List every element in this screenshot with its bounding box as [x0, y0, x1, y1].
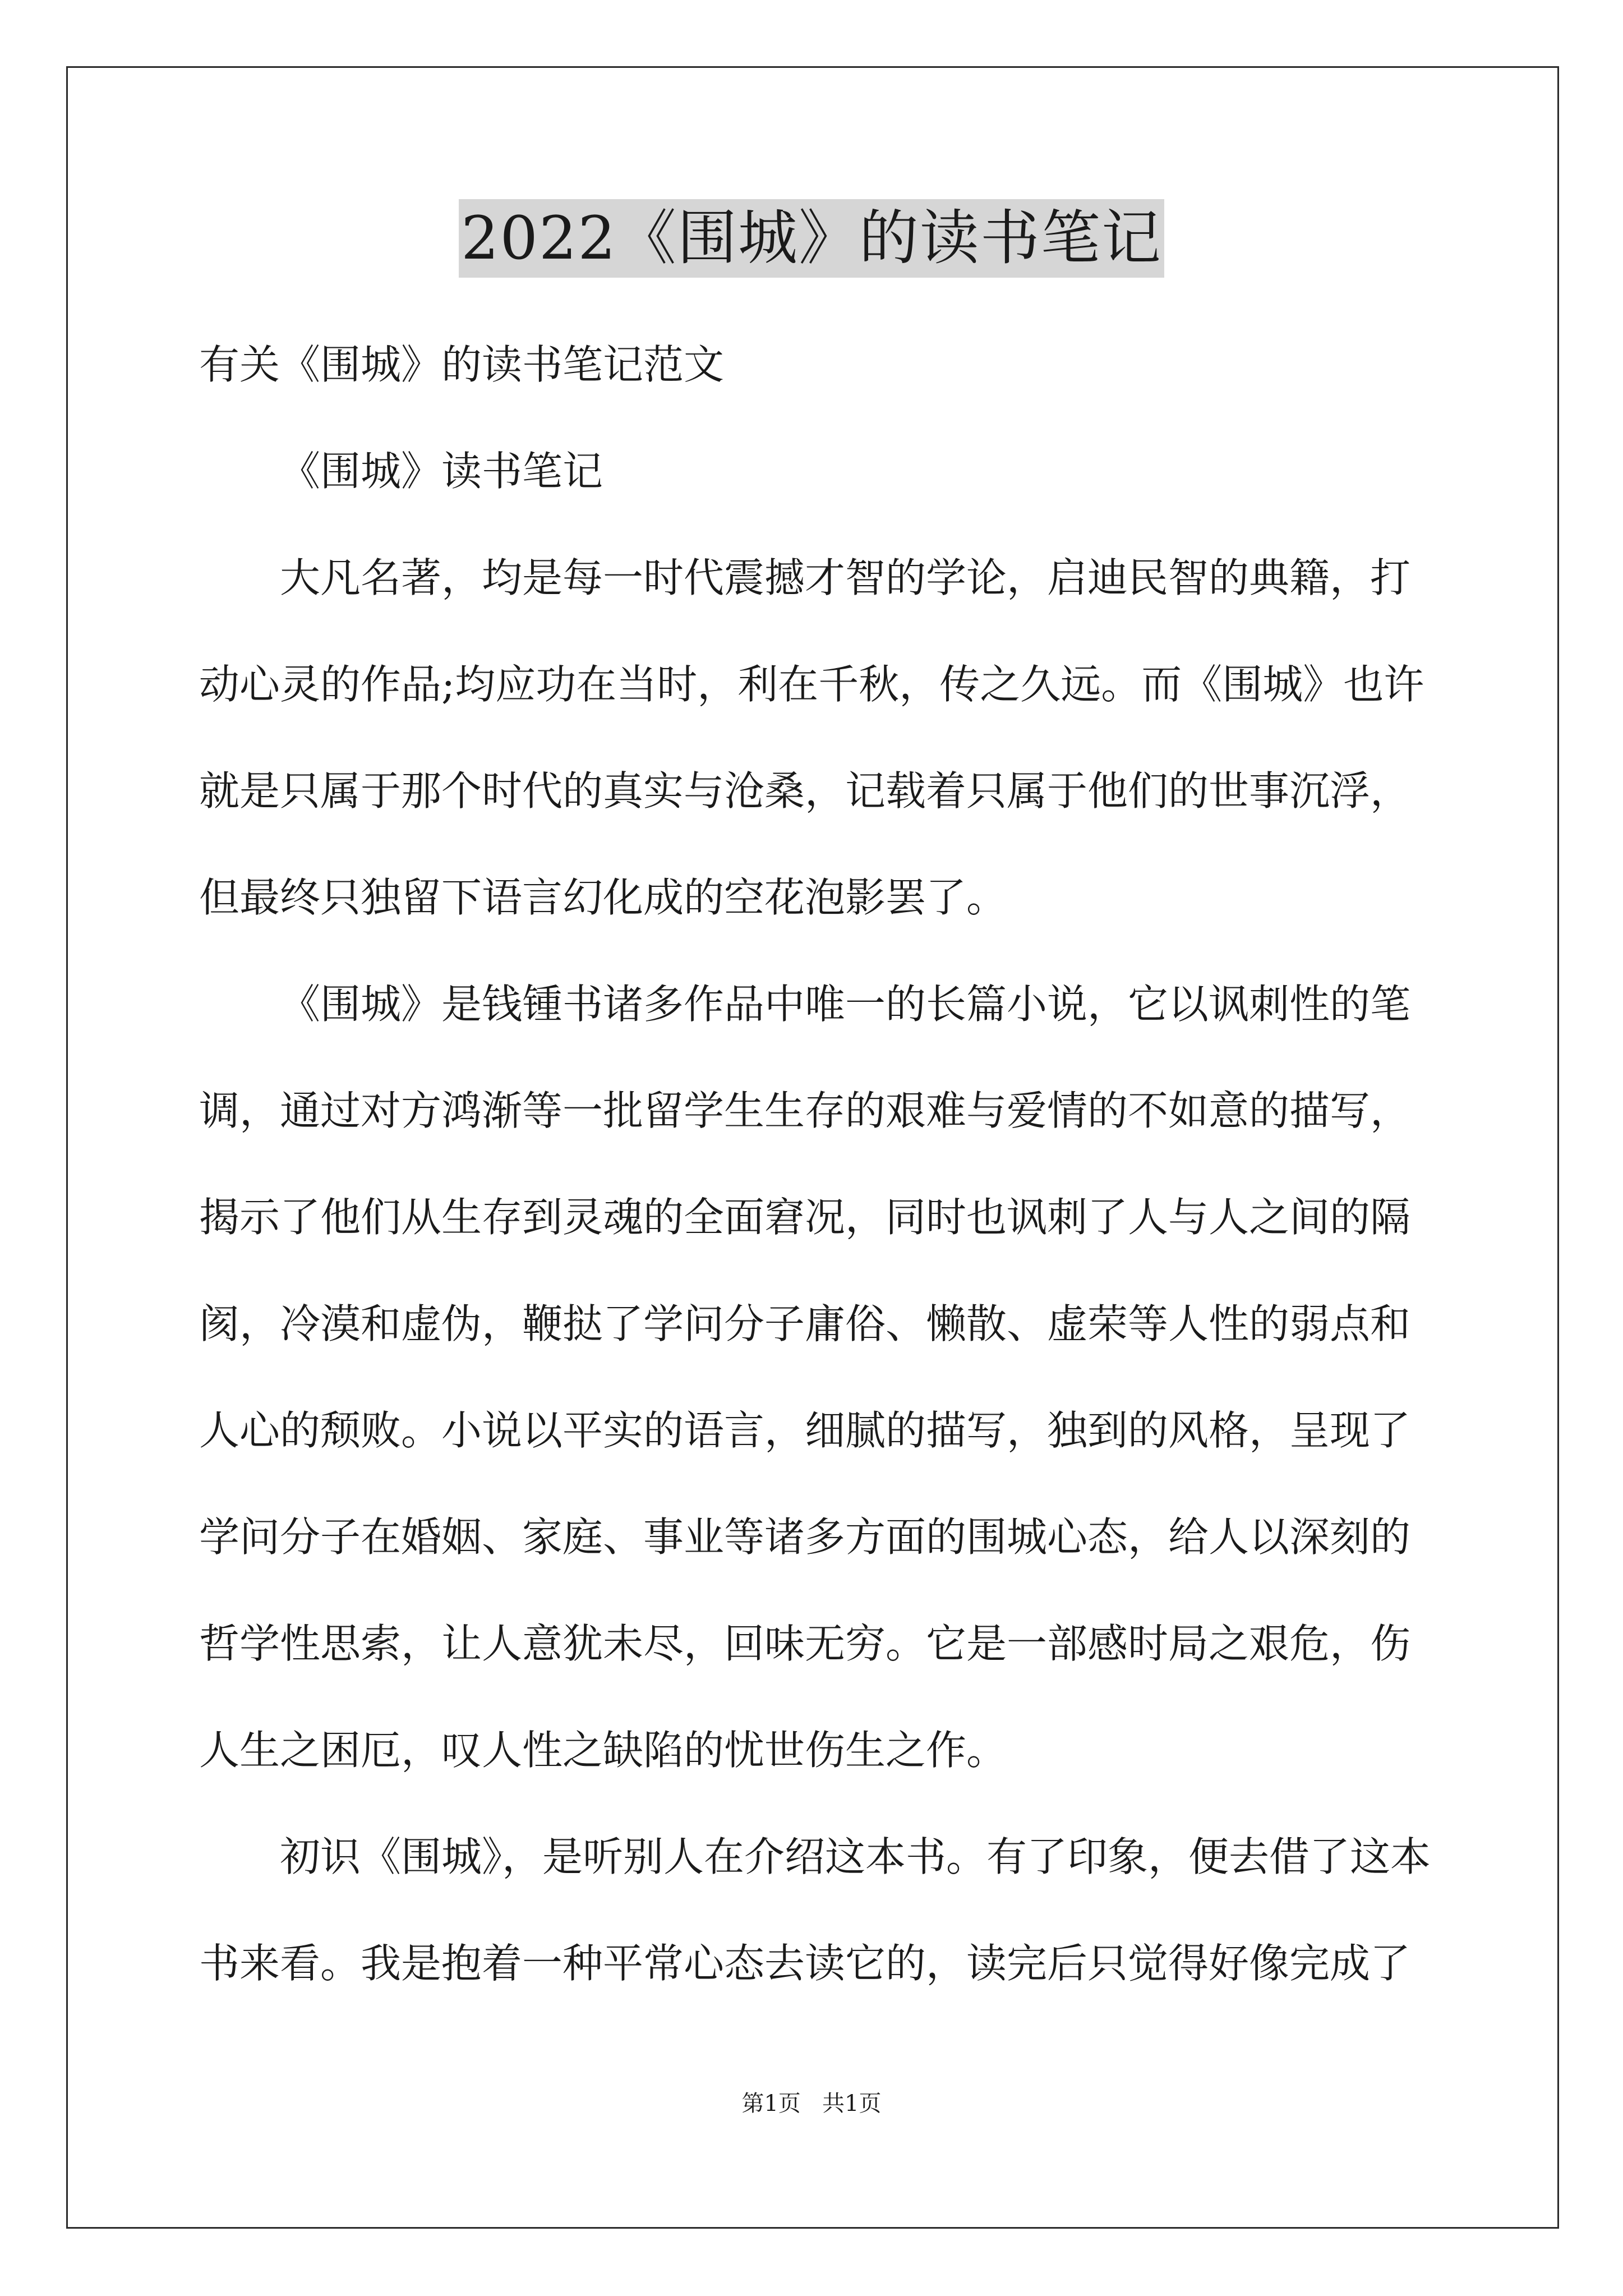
body-line: 但最终只独留下语言幻化成的空花泡影罢了。: [199, 874, 1007, 921]
body-line: 书来看。我是抱着一种平常心态去读它的，读完后只觉得好像完成了: [199, 1940, 1411, 1987]
body-line: 阂，冷漠和虚伪，鞭挞了学问分子庸俗、懒散、虚荣等人性的弱点和: [199, 1300, 1411, 1347]
page-footer: 第1页 共1页: [741, 2091, 882, 2116]
document-title: 2022《围城》的读书笔记: [459, 199, 1164, 278]
document-body: [199, 311, 1433, 2017]
body-line: 人生之困厄，叹人性之缺陷的忧世伤生之作。: [199, 1727, 1007, 1774]
body-line: 哲学性思索，让人意犹未尽，回味无穷。它是一部感时局之艰危，伤: [199, 1620, 1411, 1667]
body-line: 揭示了他们从生存到灵魂的全面窘况，同时也讽刺了人与人之间的隔: [199, 1194, 1411, 1241]
body-line: 动心灵的作品;均应功在当时，利在千秋，传之久远。而《围城》也许: [199, 661, 1424, 708]
body-line: 调，通过对方鸿渐等一批留学生生存的艰难与爱情的不如意的描写，: [199, 1087, 1411, 1134]
body-line: 初识《围城》，是听别人在介绍这本书。有了印象，便去借了这本: [280, 1833, 1431, 1880]
body-line: 有关《围城》的读书笔记范文: [199, 341, 725, 388]
body-line: 《围城》是钱锺书诸多作品中唯一的长篇小说，它以讽刺性的笔: [280, 981, 1411, 1028]
body-line: 《围城》读书笔记: [280, 448, 603, 495]
title-container: [0, 199, 1623, 278]
body-line: 就是只属于那个时代的真实与沧桑，记载着只属于他们的世事沉浮，: [199, 767, 1411, 815]
body-line: 大凡名著，均是每一时代震撼才智的学论，启迪民智的典籍，打: [280, 554, 1411, 601]
body-line: 学问分子在婚姻、家庭、事业等诸多方面的围城心态，给人以深刻的: [199, 1513, 1411, 1561]
body-line: 人心的颓败。小说以平实的语言，细腻的描写，独到的风格，呈现了: [199, 1407, 1411, 1454]
